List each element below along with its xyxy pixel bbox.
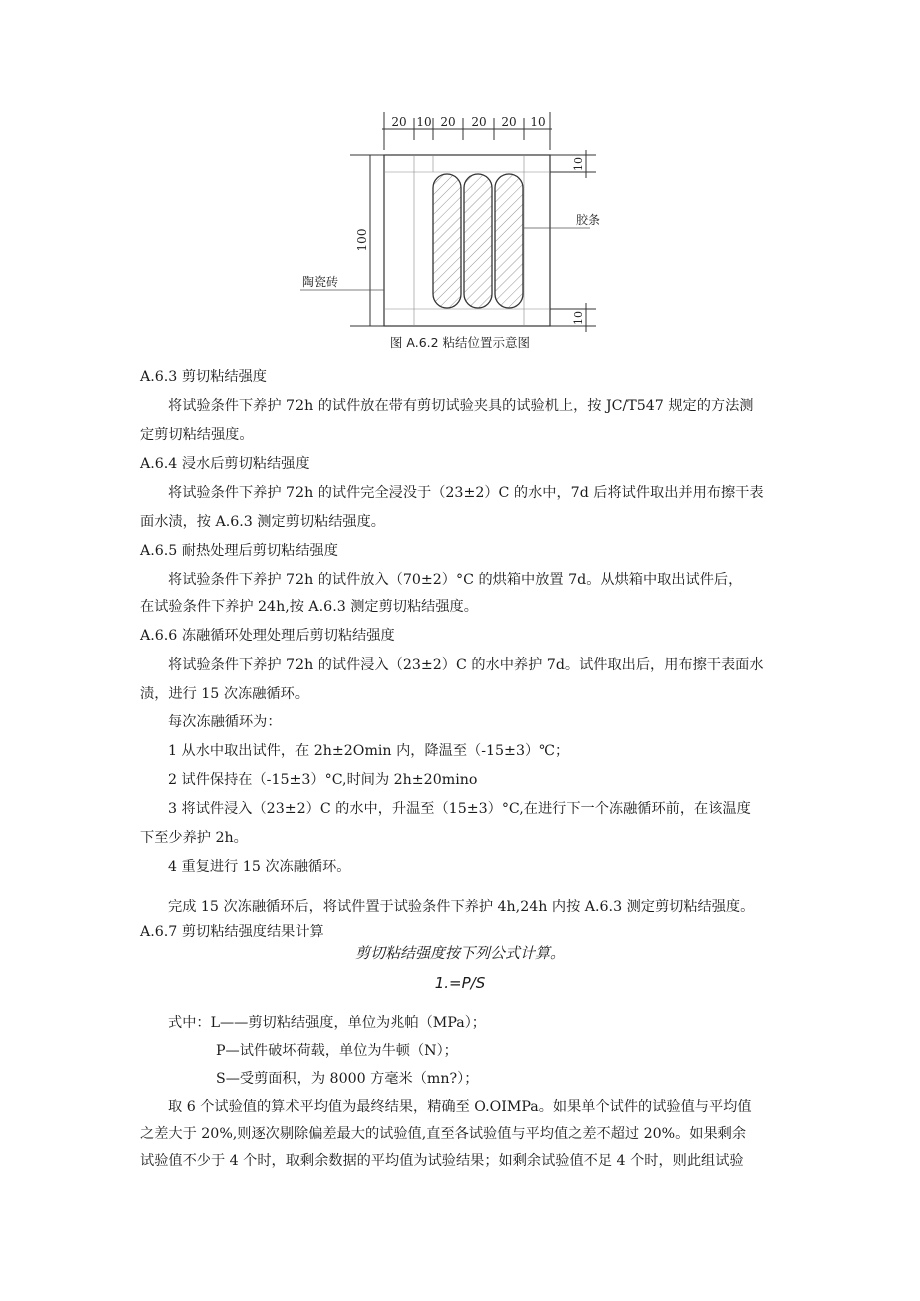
adhesive-strip [495,174,523,308]
step-3-line1: 3 将试件浸入（23±2）C 的水中，升温至（15±3）°C,在进行下一个冻融循环前，在该温度 [168,801,751,817]
heading-a67: A.6.7 剪切粘结强度结果计算 [140,924,324,940]
heading-a65: A.6.5 耐热处理后剪切粘结强度 [140,543,338,559]
heading-a66: A.6.6 冻融循环处理处理后剪切粘结强度 [140,628,395,644]
step-1: 1 从水中取出试件，在 2h±2Omin 内，降温至（-15±3）℃； [168,743,570,759]
step-2: 2 试件保持在（-15±3）°C,时间为 2h±20mino [168,772,478,788]
paragraph-a64-line2: 面水渍，按 A.6.3 测定剪切粘结强度。 [140,514,385,530]
paragraph-a66-line2: 渍，进行 15 次冻融循环。 [140,686,309,702]
adhesive-strips [433,174,523,308]
diagram-svg [300,100,620,340]
where-s: S—受剪面积，为 8000 方毫米（mn?）； [216,1071,479,1087]
heading-a64: A.6.4 浸水后剪切粘结强度 [140,456,310,472]
result-line2: 之差大于 20%,则逐次剔除偏差最大的试验值,直至各试验值与平均值之差不超过 20%。如果剩余 [140,1126,747,1142]
paragraph-a66-line1: 将试验条件下养护 72h 的试件浸入（23±2）C 的水中养护 7d。试件取出后，用布擦干表面水 [168,657,764,673]
paragraph-a65-line2: 在试验条件下养护 24h,按 A.6.3 测定剪切粘结强度。 [140,599,478,615]
paragraph-a66-line3: 每次冻融循环为： [168,714,282,730]
step-3-line2: 下至少养护 2h。 [140,830,248,846]
step-4: 4 重复进行 15 次冻融循环。 [168,859,351,875]
dim-top-4: 20 [471,115,487,129]
paragraph-a64-line1: 将试验条件下养护 72h 的试件完全浸没于（23±2）C 的水中，7d 后将试件取出并用布擦干表 [168,485,764,501]
paragraph-a66-line4: 完成 15 次冻融循环后，将试件置于试验条件下养护 4h,24h 内按 A.6.3 测定剪切粘结强度。 [168,899,755,915]
dim-right-bottom: 10 [572,311,585,325]
top-dimension-labels [391,115,545,129]
where-p: P—试件破坏荷载，单位为牛顿（N）； [216,1043,458,1059]
formula: 1.=P/S [434,974,486,992]
figure-caption: 图 A.6.2 粘结位置示意图 [389,335,531,350]
result-line3: 试验值不少于 4 个时，取剩余数据的平均值为试验结果；如剩余试验值不足 4 个时，则此组试验 [140,1153,744,1169]
adhesive-strip [464,174,492,308]
paragraph-a63-line1: 将试验条件下养护 72h 的试件放在带有剪切试验夹具的试验机上，按 JC/T547 规定的方法测 [168,398,754,414]
adhesive-strip [433,174,461,308]
right-dimension-marks [550,150,596,332]
top-dimension-ticks [384,112,550,150]
where-l: 式中：L——剪切粘结强度，单位为兆帕（MPa）； [168,1015,486,1031]
dim-top-5: 20 [501,115,517,129]
dim-top-2: 10 [416,115,432,129]
dim-top-1: 20 [391,115,407,129]
heading-a63: A.6.3 剪切粘结强度 [140,369,267,385]
formula-intro: 剪切粘结强度按下列公式计算。 [354,944,565,962]
paragraph-a63-line2: 定剪切粘结强度。 [140,427,254,443]
paragraph-a65-line1: 将试验条件下养护 72h 的试件放入（70±2）°C 的烘箱中放置 7d。从烘箱中取出试件后， [168,572,743,588]
dim-right-top: 10 [572,157,585,171]
dim-top-3: 20 [440,115,456,129]
strip-label: 胶条 [576,213,601,227]
result-line1: 取 6 个试验值的算术平均值为最终结果，精确至 O.OIMPa。如果单个试件的试验值与平均值 [168,1099,752,1115]
dim-top-6: 10 [530,115,546,129]
bonding-position-diagram [300,100,620,340]
tile-label: 陶瓷砖 [302,275,339,289]
dim-left-100: 100 [355,228,369,252]
